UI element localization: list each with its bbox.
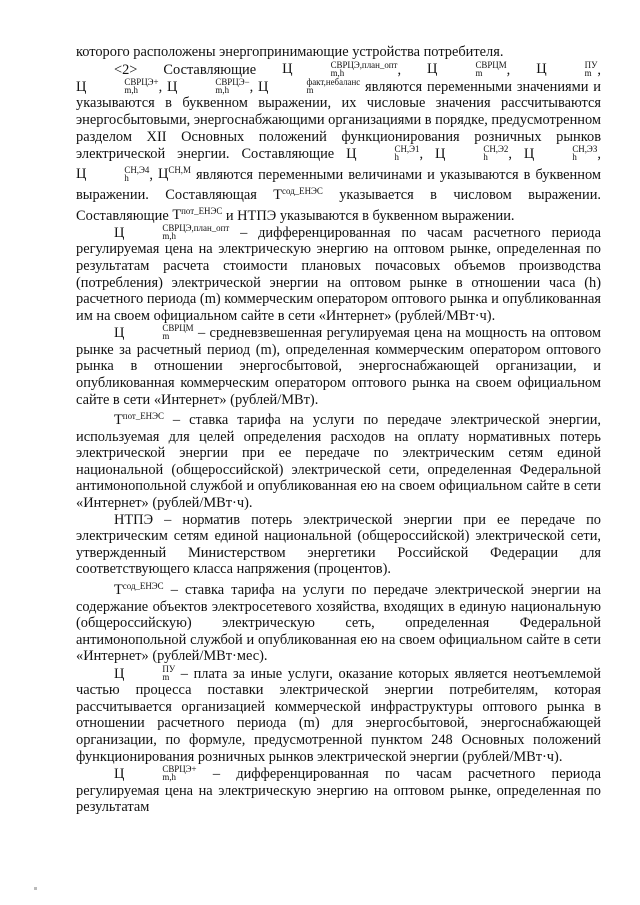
paragraph-continuation: которого расположены энергопринимающие устройства потребителя. [76,44,504,60]
paragraph: НТПЭ – норматив потерь электрической энергии при ее передаче по электрическим сетям единой национальной (общероссийской) электрической сети, утвержденный Министерством энергетики Российской Федерации для соответствующего класса напряжения (процентов). [76,511,601,578]
paragraph: Ц СВРЦЭ,план_опт m,h – дифференцированная по часам расчетного периода регулируемая цена на электрическую энергию на оптовом рынке, определенная по результатам расчета стоимости плановых почасовых объемов производства (потребления) электрической энергии на оптовом рынке в отношении часа (h) расчетного периода (m) коммерческим оператором оптового рынка и опубликованная им на своем официальном сайте в сети «Интернет» (рублей/МВт·ч). [76,223,601,324]
paragraph: Ц ПУ m – плата за иные услуги, оказание которых является неотъемлемой частью процесса поставки электрической энергии потребителям, которая рассчитывается организацией коммерческой инфраструктуры оптового рынка в отношении расчетного периода (m) для энергосбытовой, энергоснабжающей организации, по формуле, предусмотренной пунктом 248 Основных положений функционирования розничных рынков электрической энергии (рублей/МВт·ч). [76,663,601,765]
document-text [76,44,601,816]
paragraph: $Т^{пот\_ЕНЭС}$ – ставка тарифа на услуги по передаче электрической энергии, используемая для целей определения расходов на оплату нормативных потерь электрической энергии при ее передаче по электрическим сетям единой национальной (общероссийской) электрической сети, определенная Федеральной антимонопольной службой и опубликованная ею на своем официальном сайте в сети «Интернет» (рублей/МВт·ч). [76,411,601,512]
paragraph: Ц СВРЦЭ+ m,h – дифференцированная по часам расчетного периода регулируемая цена на электрическую энергию на оптовом рынке, определенная по результатам [76,764,601,816]
paragraph: Ц СВРЦМ m – средневзвешенная регулируемая цена на мощность на оптовом рынке за расчетный период (m), определенная коммерческим оператором оптового рынка в отношении энергосбытовой, энергоснабжающей организации, и опубликованная коммерческим оператором оптового рынка на своем официальном сайте в сети «Интернет» (рублей/МВт). [76,323,601,408]
scan-speck [34,887,37,890]
paragraph: $Т^{сод\_ЕНЭС}$ – ставка тарифа на услуги по передаче электрической энергии на содержание объектов электросетевого хозяйства, входящих в единую национальную (общероссийскую) электрическую сеть, определенная Федеральной антимонопольной службой и опубликованная ею на своем официальном сайте в сети «Интернет» (рублей/МВт·мес). [76,581,601,665]
paragraph: <2> Составляющие Ц СВРЦЭ,план_опт m,h , Ц СВРЦМ m , Ц ПУ m , Ц СВРЦЭ+ m,h , Ц СВРЦЭ− m,h , Ц факт,небаланс m являются переменными значениями и указываются в буквенном выражении, их числовые значения рассчитываются энергосбытовыми, энергоснабжающими организациями в порядке, предусмотренном разделом XII Основных положений функционирования розничных рынков электрической энергии. Составляющие Ц СН,Э1 h , Ц СН,Э2 h , Ц СН,ЭЗ h , Ц СН,Э4 h , $Ц^{СН,М}$ являются переменными величинами и указываются в буквенном выражении. Составляющая $Т^{сод\_ЕНЭС}$ указывается в числовом выражении. Составляющие $Т^{пот\_ЕНЭС}$ и НТПЭ указываются в буквенном выражении. [76,59,602,224]
